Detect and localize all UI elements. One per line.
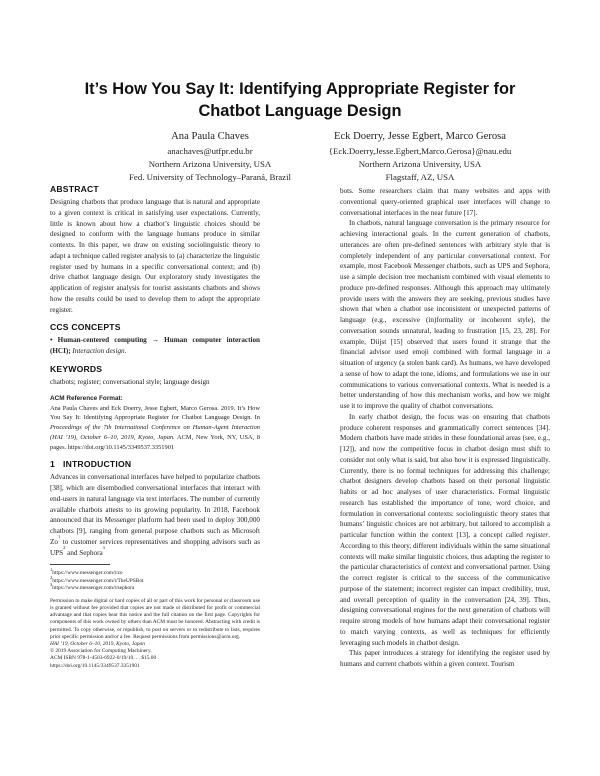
paper-title: It’s How You Say It: Identifying Appropriate Register for Chatbot Language Design: [84, 80, 516, 120]
body-paragraph: This paper introduces a strategy for identifying the register used by humans and current chatbots within a given context. Tourism: [340, 649, 550, 668]
abstract-text: Designing chatbots that produce language that is natural and appropriate to a given context is critical in satisfying user expectations. Currently, little is known about how a chatbot’s linguistic choices should be designed to conform with the language humans produce in similar contexts. In this paper, we draw on existing sociolinguistic theory to adapt a technique called register analysis to (a) characterize the linguistic register used by humans in a specific conversational context; and (b) drive chatbot language design. Our exploratory study investigates the application of register analysis for tourist assistants chatbots and shows how the results could be used to develop them to adopt the appropriate register.: [50, 198, 260, 314]
author-affiliation: Northern Arizona University, USA: [358, 159, 482, 169]
footnote-num: 1: [50, 567, 53, 573]
footnote-link[interactable]: https://www.messenger.com/t/zo: [52, 570, 123, 577]
footnotes: [50, 567, 260, 592]
permission-text: Permission to make digital or hard copies of all or part of this work for personal or classroom use is granted without fee provided that copies are not made or distributed for profit or commercial advantage and that copies bear this notice and the full citation on the first page. Copyrights for components of this work owned by others than ACM must be honored. Abstracting with credit is permitted. To copy otherwise, or republish, to post on servers or to redistribute to lists, requires prior specific permission and/or a fee. Request permissions from permissions@acm.org.: [50, 597, 260, 640]
body-text: . According to this theory, different individuals within the same situational contexts will make similar linguistic choices, thus adapting the register to the particular characteristics of context and conversational partner. Using the correct register is critical to the success of the communicative purpose of the statement; incorrect register can impact credibility, trust, and overall perception of quality in the conversation [24, 39]. Thus, designing conversational engines for the next generation of chatbots will require strong models of how humans adapt their conversational register to match varying contexts, as well as techniques for efficiently leveraging such models in chatbot design.: [340, 531, 551, 647]
author-name: Eck Doerry, Jesse Egbert, Marco Gerosa: [334, 131, 506, 142]
section-number: 1: [50, 459, 55, 470]
intro-heading: [50, 459, 260, 470]
ccs-heading: CCS CONCEPTS: [50, 322, 121, 333]
footnote-rule: [50, 564, 110, 565]
author-affiliation: Fed. University of Technology–Paraná, Brazil: [129, 172, 291, 182]
section-title: INTRODUCTION: [62, 459, 132, 470]
permission-isbn: ACM ISBN 978-1-4503-6922-0/19/10. . . $15.00: [50, 655, 157, 662]
footnote-link[interactable]: https://www.messenger.com/t/sephora: [52, 585, 135, 592]
body-paragraph: In chatbots, natural language conversation is the primary resource for achieving interactional goals. In the current generation of chatbots, utterances are often pre-defined sentences with arbitrary style that is completely independent of any particular conversational context. For example, most Facebook Messenger chatbots, such as UPS and Sephora, use a simple decision tree mechanism combined with visual elements to produce pre-defined responses. Although this approach may ultimately provide users with the answers they are seeking, previous studies have shown that when a chatbot use inconsistent or unexpected patterns of language (e.g., excessive (in)formality or incoherent style), the conversation sounds unnatural, leading to frustration [15, 23, 28]. For example, Diijst [15] observed that users found it strange that the financial advisor used emoji combined with formal language in a situation of urgency (a stolen bank card). As humans, we have developed a sense of how to adapt the tone, idioms, and formulations we use in our communications to various conversational contexts. What is needed is a better understanding of how this mechanism works, and how we might use it to improve the quality of chatbot conversations.: [340, 219, 550, 410]
ccs-sub: Interaction design.: [72, 347, 127, 355]
intro-text: to customer services representatives and shopping advisors such as UPS: [50, 537, 260, 557]
footnote: [50, 582, 260, 592]
intro-paragraph: [50, 472, 260, 558]
left-column: [50, 184, 260, 670]
footnote-ref: 3: [102, 544, 105, 550]
author-affiliation: Flagstaff, AZ, USA: [385, 172, 455, 182]
author-block-1: [90, 130, 330, 184]
author-email: anachaves@utfpr.edu.br: [167, 146, 253, 156]
author-email: {Eck.Doerry,Jesse.Egbert,Marco.Gerosa}@nau.edu: [328, 146, 512, 156]
keywords-text: chatbots; register; conversational style; language design: [50, 377, 210, 386]
footnote: [50, 567, 260, 577]
acm-ref-text: [50, 404, 260, 453]
ccs-concept: • Human-centered computing → Human computer interaction (HCI);: [50, 336, 260, 355]
permission-doi[interactable]: https://doi.org/10.1145/3349537.3351901: [50, 662, 140, 669]
abstract-heading: ABSTRACT: [50, 184, 99, 194]
permission-block: [50, 598, 260, 670]
intro-text: Advances in conversational interfaces have helped to popularize chatbots [38], which are disembodied conversational interfaces that interact with end-users in natural language via text interfaces. The number of currently available chatbots attests to its growing popularity. In 2018, Facebook announced that its Messenger platform had been used to deploy 300,000 chatbots [9], ranging from general purpose chatbots such as Microsoft Zo: [50, 473, 260, 546]
acm-ref-venue: Proceedings of the 7th International Conference on Human-Agent Interaction (HAI ’19), October 6–10, 2019, Kyoto, Japan.: [50, 424, 260, 441]
author-affiliation: Northern Arizona University, USA: [148, 159, 272, 169]
ccs-concepts: [50, 335, 260, 357]
register-term: register: [526, 531, 549, 539]
acm-ref-in: In: [254, 414, 260, 422]
permission-copyright: © 2019 Association for Computing Machinery.: [50, 648, 152, 655]
right-column: [340, 186, 550, 670]
acm-ref-authors: Ana Paula Chaves and Eck Doerry, Jesse Egbert, Marco Gerosa. 2019. It’s How You Say It: Identifying Appropriate Register for Chatbot Language Design.: [50, 404, 260, 422]
acm-ref-heading: ACM Reference Format:: [50, 394, 123, 402]
footnote-num: 3: [50, 582, 53, 588]
intro-text: and Sephora: [65, 548, 103, 557]
body-paragraph: bots. Some researchers claim that many websites and apps with conventional query-oriented graphical user interfaces will change to conversational interfaces in the near future [17].: [340, 187, 550, 217]
footnote-ref: 1: [57, 533, 61, 539]
keywords-heading: KEYWORDS: [50, 363, 103, 374]
acm-ref-rest: ACM, New York, NY, USA, 8 pages. https://doi.org/10.1145/3349537.3351901: [50, 433, 260, 451]
footnote-ref: 2: [63, 544, 66, 550]
permission-venue: HAI ’19, October 6–10, 2019, Kyoto, Japan: [50, 640, 145, 647]
author-block-2: [300, 130, 540, 184]
body-text: In early chatbot design, the focus was on ensuring that chatbots produce coherent responses and grammatically correct sentences [34]. Modern chatbots have made strides in these foundational areas (see, e.g., [12]), and now the competitive focus in chatbot design must shift to consider not only what is said, but also how it is expressed linguistically. Currently, there is no formal techniques for addressing this challenge; chatbot designers develop chatbots based on their personal linguistic habits or ad hoc analyses of user characteristics. Formal linguistic research has established the importance of tone, word choice, and formulation in conversational contexts: sociolinguistic theory states that humans’ linguistic choices are not arbitrary, but tailored to accomplish a particular function within the context [13], a concept called: [340, 412, 550, 539]
footnote-num: 2: [50, 574, 53, 580]
body-paragraph: [340, 412, 550, 649]
author-name: Ana Paula Chaves: [171, 131, 249, 142]
footnote-link[interactable]: https://www.messenger.com/t/TheUPSBot: [52, 577, 144, 584]
